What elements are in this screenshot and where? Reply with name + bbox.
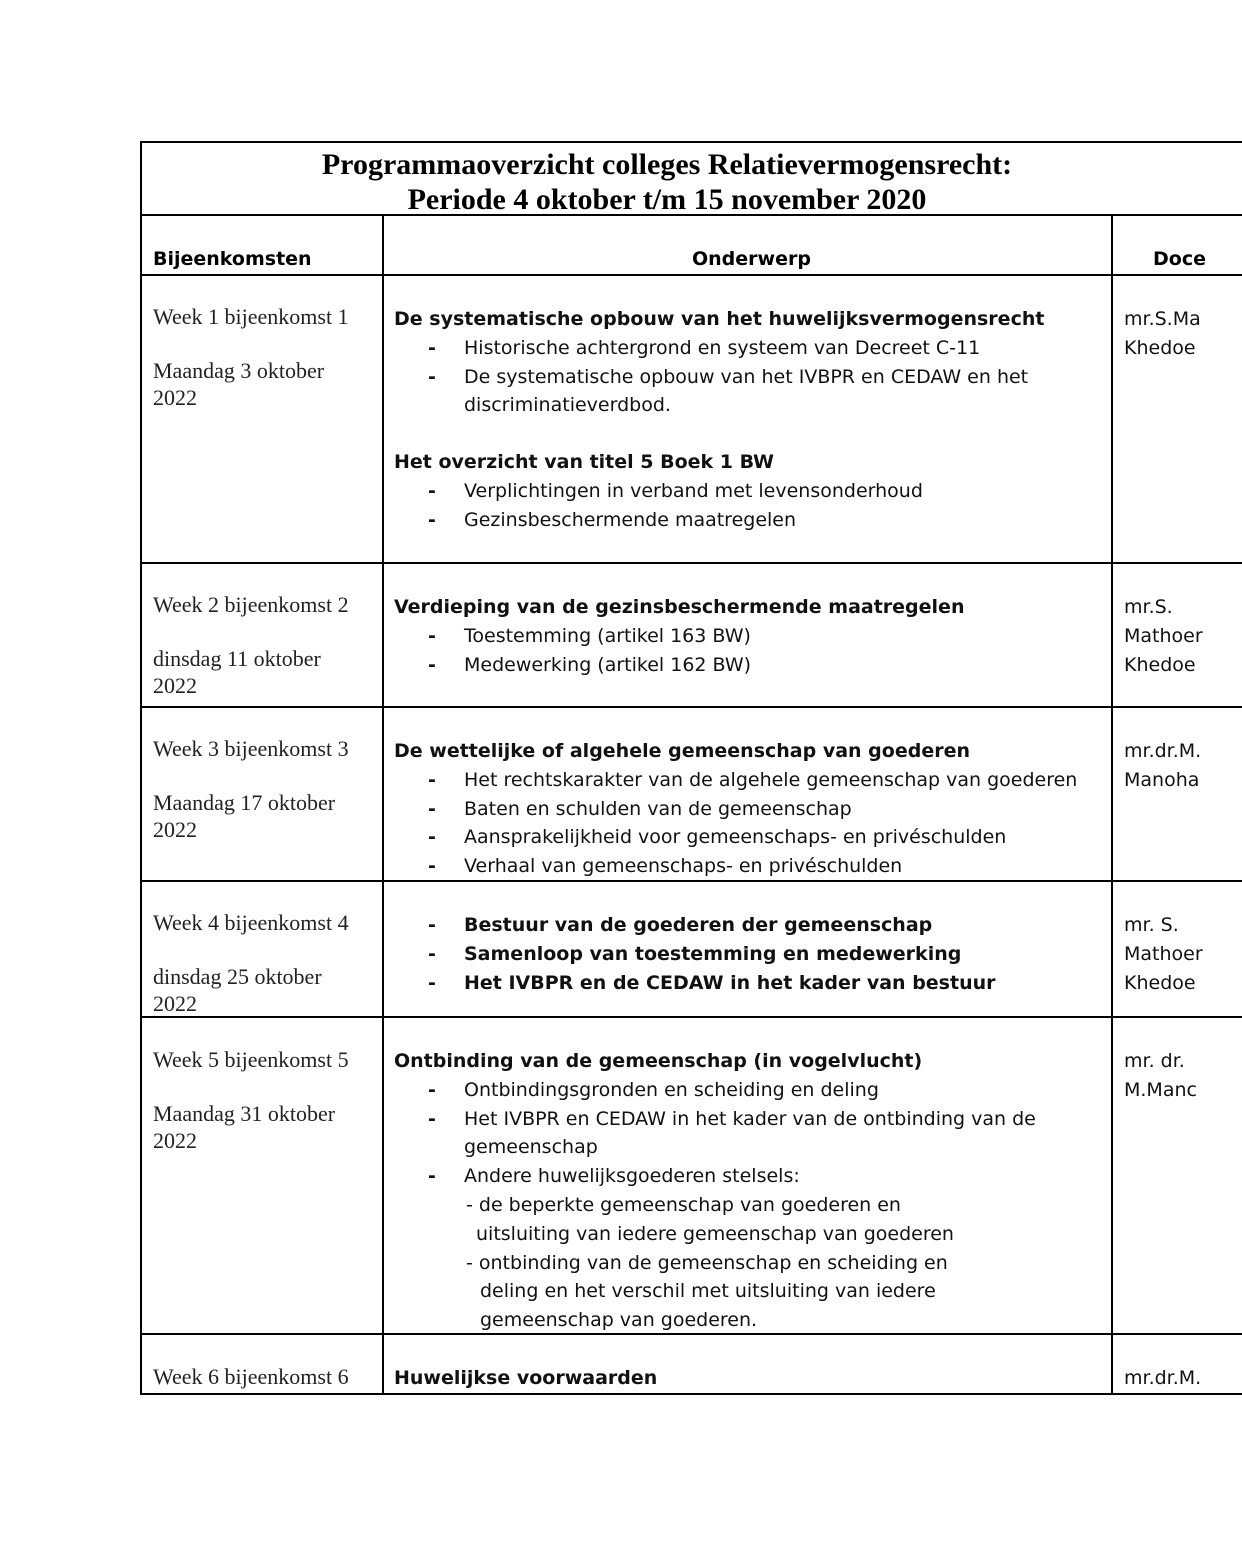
week-label: Week 1 bijeenkomst 1: [153, 304, 349, 329]
list-item-continuation: gemeenschap: [464, 1136, 598, 1159]
meeting-cell: [153, 1046, 363, 1154]
lecturer-cell: [1124, 737, 1201, 795]
list-item: - Andere huwelijksgoederen stelsels:: [394, 1162, 1036, 1191]
meeting-cell: [153, 909, 363, 1017]
column-divider: [382, 215, 384, 1393]
subject-heading: Huwelijkse voorwaarden: [394, 1367, 658, 1389]
header-meetings: Bijeenkomsten: [153, 248, 312, 270]
list-item: - Historische achtergrond en systeem van Decreet C-11: [394, 334, 1044, 363]
subject-cell: [394, 1364, 657, 1393]
row-divider: [142, 274, 1242, 276]
list-item: - De systematische opbouw van het IVBPR en CEDAW en het: [394, 363, 1044, 392]
meeting-date: dinsdag 11 oktober 2022: [153, 646, 321, 698]
subject-cell: [394, 737, 1077, 881]
subject-cell: [394, 305, 1044, 535]
lecturer-cell: [1124, 593, 1203, 679]
week-label: Week 6 bijeenkomst 6: [153, 1364, 349, 1389]
meeting-cell: [153, 303, 363, 411]
sub-item: gemeenschap van goederen.: [480, 1309, 758, 1332]
list-item-continuation: discriminatieverdbod.: [464, 394, 671, 417]
title-line-2: Periode 4 oktober t/m 15 november 2020: [407, 183, 927, 216]
lecturer-cell: [1124, 305, 1201, 363]
lecturer-cell: [1124, 1364, 1201, 1393]
subject-cell: [394, 1047, 1036, 1335]
meeting-cell: [153, 591, 363, 699]
lecturer-name: Khedoe: [1124, 971, 1196, 994]
list-item: - Baten en schulden van de gemeenschap: [394, 795, 1077, 824]
list-item: - Het IVBPR en de CEDAW in het kader van bestuur: [394, 969, 996, 998]
table-title: [142, 147, 1192, 217]
subject-heading: De systematische opbouw van het huwelijksvermogensrecht: [394, 308, 1045, 330]
week-label: Week 4 bijeenkomst 4: [153, 910, 349, 935]
lecturer-name: Manoha: [1124, 768, 1200, 791]
list-item: - Ontbindingsgronden en scheiding en deling: [394, 1076, 1036, 1105]
lecturer-name: Mathoer: [1124, 624, 1203, 647]
lecturer-name: Khedoe: [1124, 336, 1196, 359]
subject-heading: Verdieping van de gezinsbeschermende maatregelen: [394, 596, 965, 618]
lecturer-name: mr.dr.M.: [1124, 740, 1202, 762]
lecturer-name: mr.dr.M.: [1124, 1367, 1202, 1389]
sub-item: deling en het verschil met uitsluiting van iedere: [480, 1280, 936, 1303]
list-item: - Gezinsbeschermende maatregelen: [394, 506, 1044, 535]
header-subject: Onderwerp: [692, 248, 811, 270]
lecturer-name: mr.S.Ma: [1124, 308, 1201, 330]
list-item: - Bestuur van de goederen der gemeenschap: [394, 911, 996, 940]
lecturer-name: mr.S.: [1124, 596, 1173, 618]
row-divider: [142, 706, 1242, 708]
list-item: - Medewerking (artikel 162 BW): [394, 651, 964, 680]
subject-heading: Ontbinding van de gemeenschap (in vogelvlucht): [394, 1050, 923, 1072]
lecturer-name: M.Manc: [1124, 1078, 1197, 1101]
week-label: Week 2 bijeenkomst 2: [153, 592, 349, 617]
meeting-date: Maandag 17 oktober 2022: [153, 790, 336, 842]
list-item: - Samenloop van toestemming en medewerking: [394, 940, 996, 969]
list-item: - Verhaal van gemeenschaps- en privéschulden: [394, 852, 1077, 881]
subject-heading: De wettelijke of algehele gemeenschap van goederen: [394, 740, 970, 762]
title-line-1: Programmaoverzicht colleges Relatievermogensrecht:: [321, 148, 1013, 181]
subject-heading: Het overzicht van titel 5 Boek 1 BW: [394, 451, 775, 474]
header-lecturer: Doce: [1153, 248, 1206, 270]
subject-cell: [394, 593, 964, 679]
lecturer-name: mr. dr.: [1124, 1050, 1185, 1072]
sub-item: - ontbinding van de gemeenschap en scheiding en: [466, 1251, 948, 1274]
list-item: - Toestemming (artikel 163 BW): [394, 622, 964, 651]
meeting-cell: [153, 1363, 349, 1390]
week-label: Week 3 bijeenkomst 3: [153, 736, 349, 761]
list-item: - Het rechtskarakter van de algehele gemeenschap van goederen: [394, 766, 1077, 795]
meeting-cell: [153, 735, 363, 843]
lecturer-name: Khedoe: [1124, 653, 1196, 676]
program-table: [140, 141, 1242, 1395]
sub-item: uitsluiting van iedere gemeenschap van goederen: [476, 1222, 954, 1245]
meeting-date: Maandag 3 oktober 2022: [153, 358, 325, 410]
column-divider: [1111, 215, 1113, 1393]
subject-cell: [394, 911, 996, 997]
meeting-date: dinsdag 25 oktober 2022: [153, 964, 322, 1016]
week-label: Week 5 bijeenkomst 5: [153, 1047, 349, 1072]
lecturer-name: mr. S.: [1124, 914, 1179, 936]
lecturer-name: Mathoer: [1124, 942, 1203, 965]
list-item: - Het IVBPR en CEDAW in het kader van de ontbinding van de: [394, 1105, 1036, 1134]
lecturer-cell: [1124, 911, 1203, 997]
list-item: - Aansprakelijkheid voor gemeenschaps- en privéschulden: [394, 823, 1077, 852]
lecturer-cell: [1124, 1047, 1197, 1105]
row-divider: [142, 562, 1242, 564]
sub-item: - de beperkte gemeenschap van goederen en: [466, 1193, 901, 1216]
meeting-date: Maandag 31 oktober 2022: [153, 1101, 336, 1153]
list-item: - Verplichtingen in verband met levensonderhoud: [394, 477, 1044, 506]
